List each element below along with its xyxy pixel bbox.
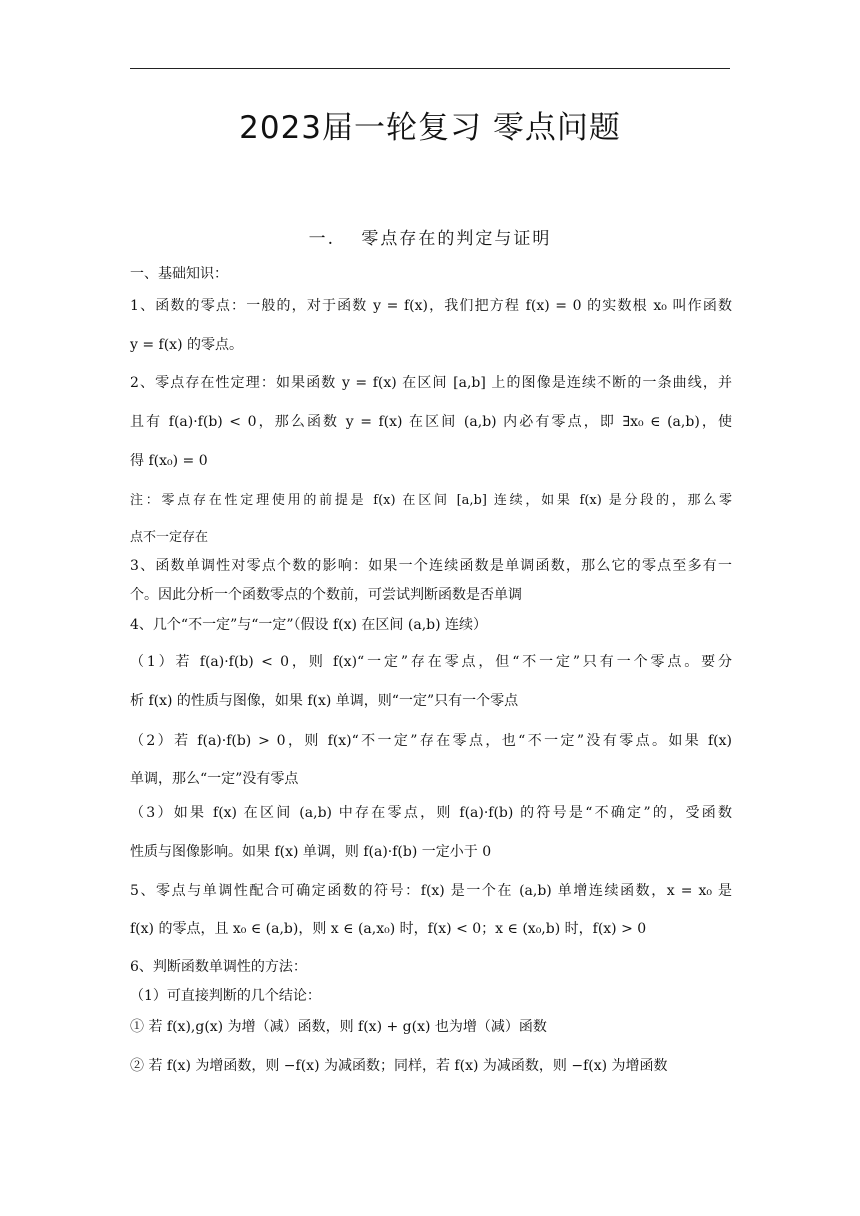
note-line: 注：零点存在性定理使用的前提是 f(x) 在区间 [a,b] 连续，如果 f(x) 是分段的，那么零 <box>130 493 732 508</box>
text-line: y = f(x) 的零点。 <box>130 337 243 353</box>
text-line: 一、基础知识： <box>130 266 228 282</box>
note-line: 点不一定存在 <box>130 530 209 545</box>
header-rule <box>130 68 730 69</box>
section-heading: 一. 零点存在的判定与证明 <box>308 229 552 249</box>
text-line: （1）若 f(a)·f(b) < 0，则 f(x)“一定”存在零点，但“不一定”只有一个零点。要分 <box>130 654 732 670</box>
text-line: （2）若 f(a)·f(b) > 0，则 f(x)“不一定”存在零点，也“不一定”没有零点。如果 f(x) <box>130 733 732 749</box>
text-line: 个。因此分析一个函数零点的个数前，可尝试判断函数是否单调 <box>130 587 522 603</box>
text-line: 2、零点存在性定理：如果函数 y = f(x) 在区间 [a,b] 上的图像是连续不断的一条曲线，并 <box>130 375 732 391</box>
text-line: 得 f(x₀) = 0 <box>130 453 208 469</box>
text-line: f(x) 的零点，且 x₀ ∈ (a,b)，则 x ∈ (a,x₀) 时，f(x) < 0；x ∈ (x₀,b) 时，f(x) > 0 <box>130 921 647 937</box>
text-line: 6、判断函数单调性的方法： <box>130 959 307 975</box>
text-line: 5、零点与单调性配合可确定函数的符号：f(x) 是一个在 (a,b) 单增连续函数，x = x₀ 是 <box>130 883 732 899</box>
text-line: 3、函数单调性对零点个数的影响：如果一个连续函数是单调函数，那么它的零点至多有一 <box>130 558 732 574</box>
text-line: 1、函数的零点：一般的，对于函数 y = f(x)，我们把方程 f(x) = 0 的实数根 x₀ 叫作函数 <box>130 298 732 314</box>
text-line: 性质与图像影响。如果 f(x) 单调，则 f(a)·f(b) 一定小于 0 <box>130 844 492 860</box>
text-line: 4、几个“不一定”与“一定”（假设 f(x) 在区间 (a,b) 连续） <box>130 617 488 633</box>
text-line: 析 f(x) 的性质与图像，如果 f(x) 单调，则“一定”只有一个零点 <box>130 693 519 709</box>
text-line: ② 若 f(x) 为增函数，则 −f(x) 为减函数；同样，若 f(x) 为减函数，则 −f(x) 为增函数 <box>130 1058 668 1074</box>
text-line: 单调，那么“一定”没有零点 <box>130 771 299 787</box>
page-title: 2023届一轮复习 零点问题 <box>239 110 621 146</box>
text-line: ① 若 f(x),g(x) 为增（减）函数，则 f(x) + g(x) 也为增（减）函数 <box>130 1019 547 1035</box>
text-line: 且有 f(a)·f(b) < 0，那么函数 y = f(x) 在区间 (a,b) 内必有零点，即 ∃x₀ ∈ (a,b)，使 <box>130 414 732 430</box>
text-line: （1）可直接判断的几个结论： <box>130 988 321 1004</box>
text-line: （3）如果 f(x) 在区间 (a,b) 中存在零点，则 f(a)·f(b) 的符号是“不确定”的，受函数 <box>130 805 732 821</box>
